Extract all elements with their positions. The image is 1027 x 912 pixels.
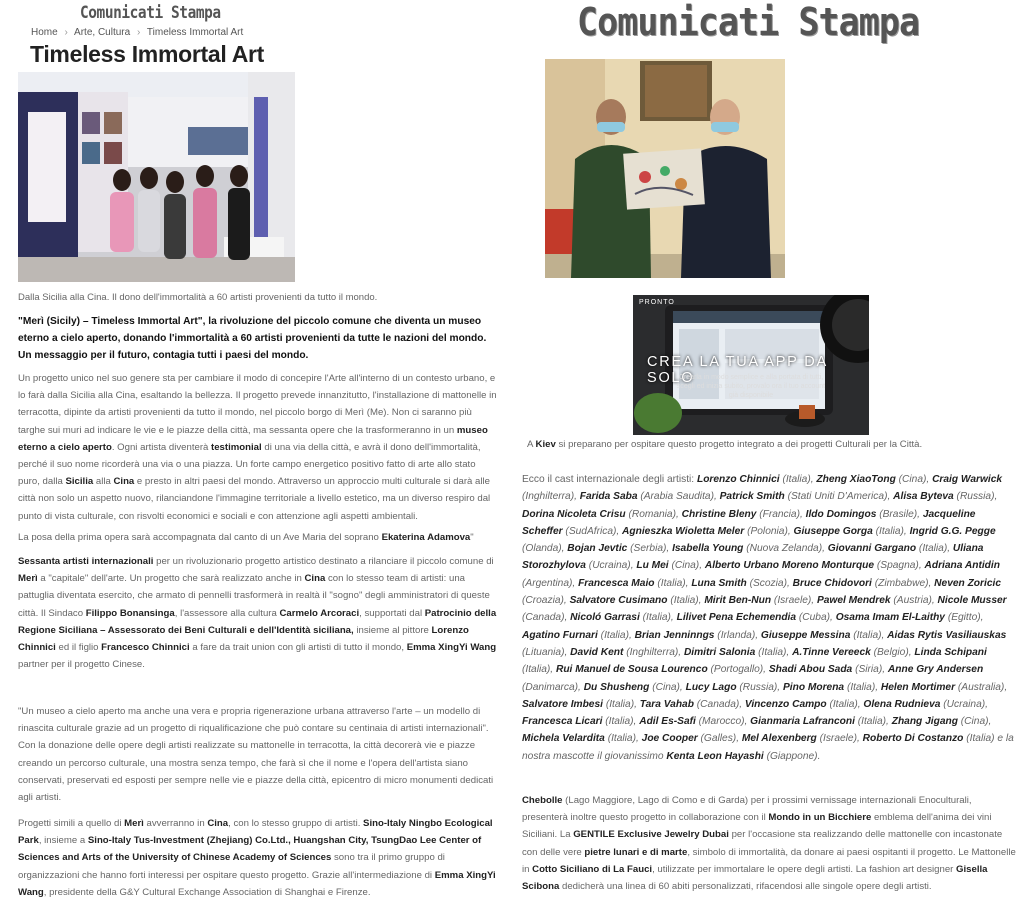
- artist-country: (Italia),: [522, 664, 556, 676]
- text-run: per l'occasione sta realizzando delle mattonelle con incastonate con delle vere: [522, 829, 1003, 858]
- artist-name: Giuseppe Gorga: [793, 525, 873, 537]
- artist-country: (Marocco),: [695, 716, 751, 728]
- artist-country: (Italia),: [639, 612, 677, 624]
- artist-name: Mel Alexenberg: [741, 733, 817, 745]
- artist-name: Lorenzo Chinnici: [696, 474, 780, 485]
- artist-country: (Argentina),: [522, 577, 579, 589]
- artist-name: Adriana Antidin: [924, 560, 1000, 572]
- artist-name: Agatino Furnari: [522, 629, 598, 641]
- artist-country: (Stati Uniti D'America),: [784, 491, 894, 503]
- bold-phrase: Gisella Scibona: [522, 863, 988, 893]
- artist-name: Agnieszka Wioletta Meler: [622, 525, 745, 537]
- text-run: , l'assessore alla cultura: [174, 607, 280, 619]
- artist-name: A.Tinne Vereeck: [792, 646, 871, 658]
- ad-brand-logo: PRONTO: [639, 299, 675, 306]
- exhibition-photo: [18, 72, 295, 282]
- page-title: Timeless Immortal Art: [30, 41, 265, 67]
- text-run: sono tra il primo gruppo di organizzazioni che hanno forti interessi per ospitare questo progetto. Grazie all'intermediazione di: [18, 852, 445, 881]
- text-run: , supportati dal: [359, 607, 425, 619]
- bold-phrase: testimonial: [211, 441, 262, 453]
- body-paragraph-3: [18, 553, 500, 673]
- bold-phrase: Merì: [124, 818, 144, 829]
- artist-name: Osama Imam El-Laithy: [835, 612, 945, 624]
- artist-country: (Italia),: [854, 716, 892, 728]
- artist-name: Giuseppe Messina: [760, 629, 851, 641]
- text-run: emblema dell'anima dei vini Siciliani. La: [522, 812, 992, 841]
- artist-name: Kenta Leon Hayashi: [666, 750, 764, 762]
- artist-country: (Austria),: [890, 595, 938, 607]
- artist-country: (Egitto),: [944, 612, 984, 624]
- bold-phrase: Francesco Chinnici: [101, 642, 190, 654]
- artist-country: (Spagna),: [874, 560, 925, 572]
- bold-phrase: Sino-Italy Tus-Investment (Zhejiang) Co.Ltd., Huangshan City, TsungDao Lee Center of Sciences and Arts of the University of Chinese Academy of Sciences: [18, 835, 482, 864]
- artist-name: Gianmaria Lafranconi: [750, 716, 855, 728]
- text-run: per un rivoluzionario progetto artistico destinato a rilanciare il piccolo comune di: [153, 556, 494, 567]
- artist-country: (Siria),: [852, 664, 888, 676]
- artist-country: (SudAfrica),: [562, 525, 623, 537]
- text-run: ": [470, 532, 474, 543]
- text-run: a fare da trait union con gli artisti di tutto il mondo,: [189, 642, 407, 654]
- artist-name: Craig Warwick: [932, 474, 1003, 485]
- artist-name: Patrick Smith: [719, 491, 785, 503]
- bold-phrase: Carmelo Arcoraci: [279, 607, 360, 619]
- artist-name: Brian Jenninngs: [634, 629, 715, 641]
- artist-country: (Cina),: [895, 474, 933, 485]
- artist-country: (Zimbabwe),: [871, 577, 935, 589]
- artist-name: Lu Mei: [636, 560, 669, 572]
- artist-name: Ildo Domingos: [805, 508, 877, 520]
- artist-country: (Inghilterra),: [522, 491, 580, 503]
- masthead-large: Comunicati Stampa: [577, 0, 920, 44]
- artist-name: Anne Gry Andersen: [887, 664, 984, 676]
- artist-country: (Italia),: [604, 733, 642, 745]
- photo-caption: Dalla Sicilia alla Cina. Il dono dell'immortalità a 60 artisti provenienti da tutto il mondo.: [18, 292, 378, 303]
- artist-name: Zheng XiaoTong: [816, 474, 896, 485]
- artist-country: (Italia),: [602, 698, 640, 710]
- bold-phrase: Sino-Italy Ningbo Ecological Park: [18, 818, 493, 847]
- artist-name: Pawel Mendrek: [816, 595, 891, 607]
- breadcrumb-current: Timeless Immortal Art: [146, 27, 244, 38]
- artist-name: Aidas Rytis Vasiliauskas: [887, 629, 1007, 641]
- text-run: , utilizzate per immortalare le opere degli artisti. La fashion art designer: [652, 863, 957, 875]
- bold-phrase: Cina: [304, 573, 326, 585]
- breadcrumb-separator: ›: [64, 27, 68, 38]
- artist-country: (Romania),: [625, 508, 682, 520]
- text-run: , simbolo di immortalità, da donare ai paesi ospitanti il progetto. Le Mattonelle in: [522, 846, 1016, 875]
- bold-phrase: Cotto Siciliano di La Fauci: [532, 863, 653, 875]
- artist-country: (Italia),: [826, 698, 864, 710]
- text-run: di una via della città, e avrà il dono dell'immortalità, perché il suo nome ricorderà una via o una piazza. Un forte campo energetico positivo fatto di arte allo stato puro, dalla: [18, 441, 481, 488]
- text-run: . Ogni artista diventerà: [111, 441, 212, 453]
- masthead-small: Comunicati Stampa: [80, 3, 221, 23]
- artist-name: Bojan Jevtic: [567, 543, 628, 555]
- artist-country: (Canada),: [522, 612, 571, 624]
- artist-country: (Portogallo),: [707, 664, 769, 676]
- artist-country: (Cina),: [957, 716, 992, 728]
- bold-phrase: Emma XingYi Wang: [406, 642, 497, 654]
- bold-phrase: Merì: [18, 573, 38, 585]
- text-run: ed il figlio: [55, 642, 102, 654]
- artist-country: (Scozia),: [746, 577, 793, 589]
- text-run: "Un museo a cielo aperto ma anche una vera e propria rigenerazione urbana attraverso l'arte – un modello di rinascita culturale grazie ad un progetto di riqualificazione che può contare su centinaia di artisti internazionali". Con la donazione delle opere degli artisti realizzate su mattonelle in terracotta, la città decorerà vie e piazze creando un percorso culturale, una mostra senza tempo, che farà sì che il nome e l'opera dell'artista siano conservati, preservati ed esposti per sempre nelle vie e piazze della città, epicentro di micro monumenti dedicati agli artisti.: [18, 706, 494, 804]
- artist-name: Shadi Abou Sada: [768, 664, 853, 676]
- artist-country: (Italia),: [779, 474, 817, 485]
- artist-name: Isabella Young: [672, 543, 744, 555]
- artist-name: Pino Morena: [782, 681, 845, 693]
- artist-country: (Arabia Saudita),: [637, 491, 720, 503]
- breadcrumb: [31, 27, 247, 38]
- artist-country: (Olanda),: [522, 543, 568, 555]
- artist-country: (Australia),: [955, 681, 1008, 693]
- artist-country: (Canada),: [693, 698, 745, 710]
- artist-name: Du Shusheng: [583, 681, 650, 693]
- lead-paragraph: [18, 313, 500, 364]
- bold-phrase: Kiev: [535, 439, 556, 450]
- artist-country: (Galles),: [697, 733, 742, 745]
- artist-name: Lilivet Pena Echemendia: [676, 612, 797, 624]
- artist-country: (Italia),: [850, 629, 888, 641]
- artist-name: Michela Velardita: [522, 733, 605, 745]
- artist-name: Vincenzo Campo: [744, 698, 827, 710]
- bold-phrase: pietre lunari e di marte: [584, 846, 688, 858]
- artist-country: (Italia),: [844, 681, 881, 693]
- body-paragraph-5: [18, 815, 508, 901]
- artist-country: (Cina),: [668, 560, 705, 572]
- artist-name: Dorina Nicoleta Crisu: [522, 508, 626, 520]
- artist-country: (Italia),: [654, 577, 692, 589]
- bold-phrase: Mondo in un Bicchiere: [768, 812, 872, 824]
- text-run: alla: [93, 476, 114, 488]
- bold-phrase: Cina: [113, 476, 135, 488]
- artist-name: Nicoló Garrasi: [570, 612, 640, 624]
- artist-name: Bruce Chidovori: [792, 577, 872, 589]
- bold-phrase: Lorenzo Chinnici: [18, 624, 469, 654]
- body-paragraph-2: [18, 529, 500, 546]
- ad-headline[interactable]: CREA LA TUA APP DA SOLO: [647, 354, 828, 386]
- artist-country: (Italia),: [597, 629, 635, 641]
- artist-country: (Ucraina),: [940, 698, 988, 710]
- artist-country: (Italia),: [667, 595, 705, 607]
- artist-name: Luna Smith: [691, 577, 747, 589]
- artist-country: (Brasile),: [876, 508, 923, 520]
- artist-country: (Italia),: [916, 543, 953, 555]
- artist-country: (Israele),: [816, 733, 863, 745]
- artist-name: Tara Vahab: [639, 698, 694, 710]
- artist-name: Mirit Ben-Nun: [704, 595, 772, 607]
- artist-name: Linda Schipani: [914, 646, 987, 658]
- artist-country: (Italia),: [872, 525, 910, 537]
- text-run: Ecco il cast internazionale degli artisti:: [522, 474, 697, 485]
- breadcrumb-category[interactable]: Arte, Cultura: [74, 27, 131, 38]
- text-run: si preparano per ospitare questo progetto integrato a dei progetti Culturali per la Città.: [555, 439, 923, 450]
- bold-phrase: museo eterno a cielo aperto: [18, 424, 488, 453]
- artist-country: (Inghilterra),: [623, 646, 684, 658]
- artist-name: Jacqueline Scheffer: [522, 508, 976, 537]
- artist-name: Nicole Musser: [937, 595, 1007, 607]
- artist-country: (Cina),: [649, 681, 686, 693]
- artist-country: (Croazia),: [522, 595, 570, 607]
- text-run: avverranno in: [143, 818, 208, 829]
- text-run: con lo stesso team di artisti: una pattuglia diventata esercito, che armato di pennelli trasformerà in realtà il "sogno" degli amministratori di queste città. Il Sindaco: [18, 573, 490, 619]
- bold-phrase: GENTILE Exclusive Jewelry Dubai: [573, 829, 729, 841]
- bold-phrase: Ekaterina Adamova: [381, 532, 471, 543]
- artist-country: (Russia),: [736, 681, 783, 693]
- bold-phrase: Filippo Bonansinga: [85, 607, 175, 619]
- artwork-handover-photo: [545, 59, 785, 278]
- artist-name: Joe Cooper: [641, 733, 698, 745]
- text-run: a "capitale" dell'arte. Un progetto che sarà realizzato anche in: [37, 573, 305, 585]
- artists-cast-list: [522, 471, 1018, 765]
- text-run: (Lago Maggiore, Lago di Como e di Garda) per i prossimi vernissage internazionali Enoculturali, presenterà inoltre questo progetto in collaborazione con il: [522, 795, 972, 824]
- artist-country: (Irlanda),: [714, 629, 761, 641]
- artist-country: (Cuba),: [796, 612, 836, 624]
- artist-name: Neven Zoricic: [934, 577, 1001, 589]
- artist-country: (Italia) e la nostra mascotte il giovanissimo: [522, 733, 1014, 762]
- artist-country: (Israele),: [771, 595, 817, 607]
- artist-name: Zhang Jigang: [891, 716, 958, 728]
- text-run: e presto in altri paesi del mondo. Attraverso un approccio multi culturale si darà alle città non solo un aspetto nuovo, rilanciandone l'immagine territoriale a livello estetico, ma un diverso respiro dal punto di vista culturale, con risvolti economici e sociali e con attenzione agli aspetti ambientali.: [18, 476, 491, 522]
- artist-name: Uliana Storozhylova: [522, 543, 984, 572]
- artist-country: (Ucraina),: [585, 560, 637, 572]
- artist-country: (Danimarca),: [522, 681, 584, 693]
- text-run: A: [527, 439, 536, 450]
- artist-name: Lucy Lago: [685, 681, 737, 693]
- artist-country: (Polonia),: [744, 525, 794, 537]
- artist-name: Adil Es-Safi: [639, 716, 696, 728]
- artist-country: (Italia),: [755, 646, 793, 658]
- breadcrumb-home[interactable]: Home: [31, 27, 58, 38]
- text-run: La posa della prima opera sarà accompagnata dal canto di un Ave Maria del soprano: [18, 532, 382, 543]
- artist-name: Francesca Maio: [578, 577, 655, 589]
- body-paragraph-1: [18, 370, 500, 525]
- artist-name: Dimitri Salonia: [683, 646, 756, 658]
- text-run: , con lo stesso gruppo di artisti.: [228, 818, 364, 829]
- artist-name: Giovanni Gargano: [827, 543, 917, 555]
- artist-country: (Lituania),: [522, 646, 571, 658]
- artist-country: (Giappone).: [763, 750, 821, 762]
- artist-country: (Belgio),: [870, 646, 915, 658]
- artist-name: David Kent: [570, 646, 624, 658]
- app-builder-ad[interactable]: [633, 295, 869, 435]
- bold-phrase: Emma XingYi Wang: [18, 869, 496, 898]
- artist-name: Helen Mortimer: [880, 681, 956, 693]
- bold-phrase: Patrocinio della Regione Siciliana – Assessorato dei Beni Culturali e dell'Identità siciliana,: [18, 607, 497, 636]
- body-paragraph-6: [522, 792, 1016, 895]
- text-run: Un progetto unico nel suo genere sta per cambiare il modo di concepire l'Arte all'interno di un contesto urbano, e lo farà dalla Sicilia alla Cina, esaltando la bellezza. Il progetto prevede innanzitutto, l'installazione di mattonelle in terracotta, dipinte da artisti provenienti da tutto il mondo, nel piccolo borgo di Merì (Me). Non ci saranno più targhe sui muri ad indicare le vie e le piazze della città, ma sessanta opere che la trasformeranno in un: [18, 373, 497, 436]
- artist-name: Salvatore Cusimano: [569, 595, 668, 607]
- text-run: Progetti simili a quello di: [18, 818, 125, 829]
- artist-name: Roberto Di Costanzo: [862, 733, 964, 745]
- artist-name: Francesca Licari: [522, 716, 603, 728]
- text-run: , presidente della G&Y Cultural Exchange Association di Shanghai e Firenze.: [43, 886, 371, 898]
- bold-phrase: Chebolle: [522, 795, 563, 806]
- artist-country: (Serbia),: [627, 543, 673, 555]
- artist-name: Salvatore Imbesi: [522, 698, 603, 710]
- artist-name: Rui Manuel de Sousa Lourenco: [555, 664, 708, 676]
- lead-text: "Merì (Sicily) – Timeless Immortal Art", la rivoluzione del piccolo comune che diventa un museo eterno a cielo aperto, donando l'immortalità a 60 artisti provenienti da tutte le nazioni del mondo. Un messaggio per il futuro, contagia tutti i paesi del mondo.: [18, 316, 487, 361]
- artist-country: (Nuova Zelanda),: [743, 543, 828, 555]
- bold-phrase: Sessanta artisti internazionali: [18, 556, 154, 567]
- artist-name: Alisa Byteva: [893, 491, 954, 503]
- artist-country: (Italia),: [602, 716, 640, 728]
- artist-name: Ingrid G.G. Pegge: [909, 525, 996, 537]
- breadcrumb-separator: ›: [136, 27, 141, 38]
- artist-name: Farida Saba: [579, 491, 638, 503]
- body-paragraph-4: [18, 703, 508, 806]
- artist-name: Alberto Urbano Moreno Monturque: [704, 560, 875, 572]
- text-run: insieme al pittore: [353, 624, 432, 636]
- text-run: , insieme a: [38, 835, 88, 847]
- artist-name: Christine Bleny: [681, 508, 757, 520]
- artist-name: Olena Rudnieva: [863, 698, 941, 710]
- artist-country: (Francia),: [756, 508, 806, 520]
- text-run: partner per il progetto Cinese.: [18, 659, 145, 671]
- bold-phrase: Cina: [207, 818, 229, 829]
- artist-country: (Russia),: [953, 491, 998, 503]
- bold-phrase: Sicilia: [65, 476, 94, 488]
- kiev-paragraph: [527, 436, 1017, 453]
- ad-subtext: Crearla in modo semplice e alla portata di tutti, scegli ed inizia subito, provalo ora il tuo account già disponibile: [676, 374, 826, 399]
- text-run: dedicherà una linea di 60 abiti personalizzati, rifacendosi alle singole opere degli artisti.: [559, 881, 932, 893]
